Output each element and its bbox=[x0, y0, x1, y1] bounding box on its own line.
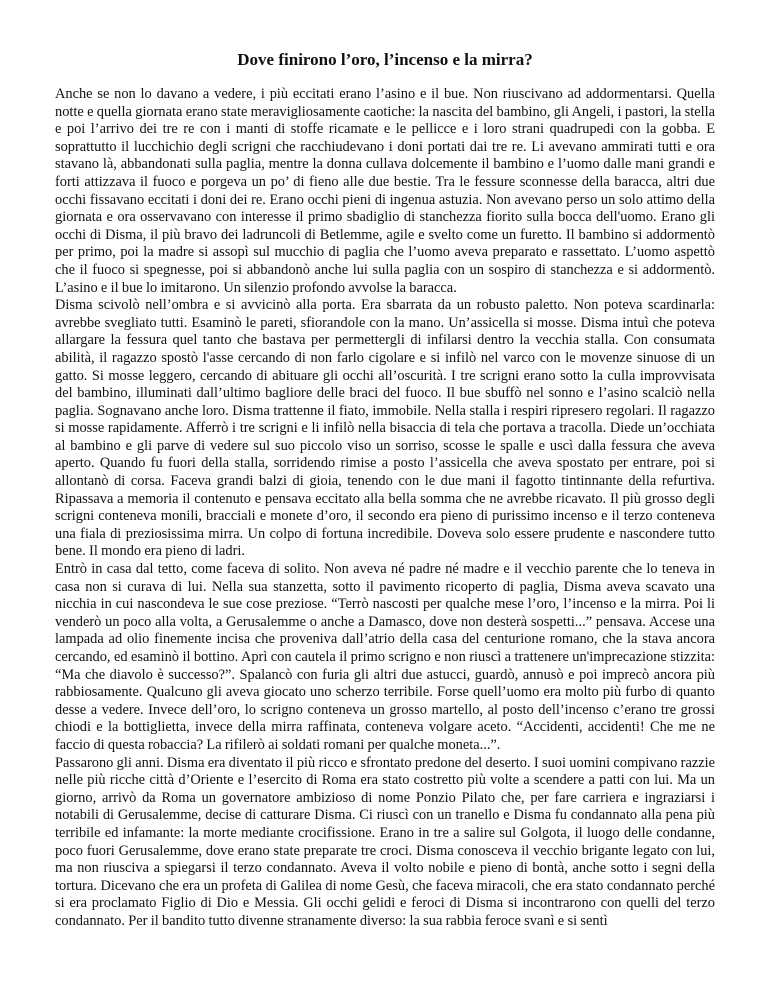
paragraph-2: Disma scivolò nell’ombra e si avvicinò alla porta. Era sbarrata da un robusto paletto. Non poteva scardinarla: avrebbe svegliato tutti. Esaminò le pareti, sfiorandole con la mano. Un’assicella si mosse. Disma intuì che poteva allargare la fessura quel tanto che bastava per permettergli di infilarsi dentro la vecchia stalla. Con consumata abilità, il ragazzo spostò l'asse cercando di non farlo cigolare e si infilò nel varco con le movenze sinuose di un gatto. Si mosse leggero, cercando di abituare gli occhi all’oscurità. I tre scrigni erano sotto la culla improvvisata del bambino, illuminati dall’ultimo bagliore delle braci del fuoco. Il bue sbuffò nel sonno e l’asino scalciò nella paglia. Sognavano anche loro. Disma trattenne il fiato, immobile. Nella stalla i respiri ripresero regolari. Il ragazzo si mosse rapidamente. Afferrò i tre scrigni e li infilò nella bisaccia di tela che portava a tracolla. Diede un’occhiata al bambino e gli parve di vedere sul suo piccolo viso un sorriso, scosse le spalle e uscì dalla fessura che aveva aperto. Quando fu fuori della stalla, sorridendo rimise a posto l’assicella che aveva spostato per entrare, poi si allontanò di corsa. Faceva grandi balzi di gioia, tenendo con le due mani il fagotto tintinnante della refurtiva. Ripassava a memoria il contenuto e pensava eccitato alla bella somma che ne avrebbe ricavato. Il più grosso degli scrigni conteneva monili, bracciali e monete d’oro, il secondo era pieno di purissimo incenso e il terzo conteneva una fiala di preziosissima mirra. Un colpo di fortuna incredibile. Doveva solo essere prudente e nascondere tutto bene. Il mondo era pieno di ladri. bbox=[55, 297, 715, 560]
paragraph-1: Anche se non lo davano a vedere, i più eccitati erano l’asino e il bue. Non riuscivano ad addormentarsi. Quella notte e quella giornata erano state meravigliosamente caotiche: la nascita del bambino, gli Angeli, i pastori, la stella e poi l’arrivo dei tre re con i manti di stoffe ricamate e le pellicce e i loro strani quadrupedi con la gobba. E soprattutto il lucchichio degli scrigni che racchiudevano i doni portati dai tre re. Li avevano ammirati tutti e ora stavano là, abbandonati sulla paglia, mentre la donna cullava dolcemente il bambino e l’uomo dalle mani grandi e forti attizzava il fuoco e porgeva un po’ di fieno alle due bestie. Tra le fessure sconnesse della baracca, altri due occhi fissavano eccitati i doni dei re. Erano occhi pieni di ingenua astuzia. Non avevano perso un solo attimo della giornata e ora osservavano con interesse il primo sbadiglio di stanchezza fiorito sulla bocca dell'uomo. Erano gli occhi di Disma, il più bravo dei ladruncoli di Betlemme, agile e svelto come un furetto. Il bambino si addormentò per primo, poi la madre si assopì sul mucchio di paglia che l’uomo aveva preparato e rassettato. L’uomo aspettò che il fuoco si spegnesse, poi si abbandonò anche lui sulla paglia con un sospiro di stanchezza e si addormentò. L’asino e il bue lo imitarono. Un silenzio profondo avvolse la baracca. bbox=[55, 86, 715, 296]
document-body bbox=[55, 86, 715, 931]
document-title: Dove finirono l’oro, l’incenso e la mirra? bbox=[237, 50, 533, 69]
paragraph-3: Entrò in casa dal tetto, come faceva di solito. Non aveva né padre né madre e il vecchio parente che lo teneva in casa non si curava di lui. Nella sua stanzetta, sotto il pavimento ricoperto di paglia, Disma aveva scavato una nicchia in cui nascondeva le sue cose preziose. “Terrò nascosti per qualche mese l’oro, l’incenso e la mirra. Poi li venderò un poco alla volta, a Gerusalemme o anche a Damasco, dove non desterà sospetti...” pensava. Accese una lampada ad olio finemente incisa che proveniva dall’atrio della casa del centurione romano, che la stava ancora cercando, ed esaminò il bottino. Aprì con cautela il primo scrigno e non riuscì a trattenere un'imprecazione stizzita: “Ma che diavolo è successo?”. Spalancò con furia gli altri due astucci, guardò, annusò e poi imprecò ancora più rabbiosamente. Qualcuno gli aveva giocato uno scherzo terribile. Forse quell’uomo era molto più furbo di quanto desse a vedere. Invece dell’oro, lo scrigno conteneva un grosso martello, al posto dell’incenso c’erano tre grossi chiodi e la bottiglietta, invece della mirra raffinata, conteneva volgare aceto. “Accidenti, accidenti! Che me ne faccio di questa robaccia? La rifilerò ai soldati romani per qualche moneta...”. bbox=[55, 561, 715, 753]
paragraph-4: Passarono gli anni. Disma era diventato il più ricco e sfrontato predone del deserto. I suoi uomini compivano razzie nelle più ricche città d’Oriente e l’esercito di Roma era stato costretto più volte a scendere a patti con lui. Ma un giorno, arrivò da Roma un governatore ambizioso di nome Ponzio Pilato che, per fare carriera e ingraziarsi i notabili di Gerusalemme, decise di catturare Disma. Ci riuscì con un tranello e Disma fu condannato alla pena più terribile ed infamante: la morte mediante crocifissione. Erano in tre a salire sul Golgota, il luogo delle condanne, poco fuori Gerusalemme, dove erano state preparate tre croci. Disma conosceva il vecchio brigante legato con lui, ma non riusciva a spiegarsi il terzo condannato. Aveva il volto nobile e pieno di bontà, anche sotto i segni della tortura. Dicevano che era un profeta di Galilea di nome Gesù, che faceva miracoli, che era stato condannato perché si era proclamato Figlio di Dio e Messia. Gli occhi gelidi e feroci di Disma si incontrarono con quelli del terzo condannato. Per il bandito tutto divenne stranamente diverso: la sua rabbia feroce svanì e si sentì bbox=[55, 754, 715, 929]
document-page bbox=[55, 50, 715, 931]
